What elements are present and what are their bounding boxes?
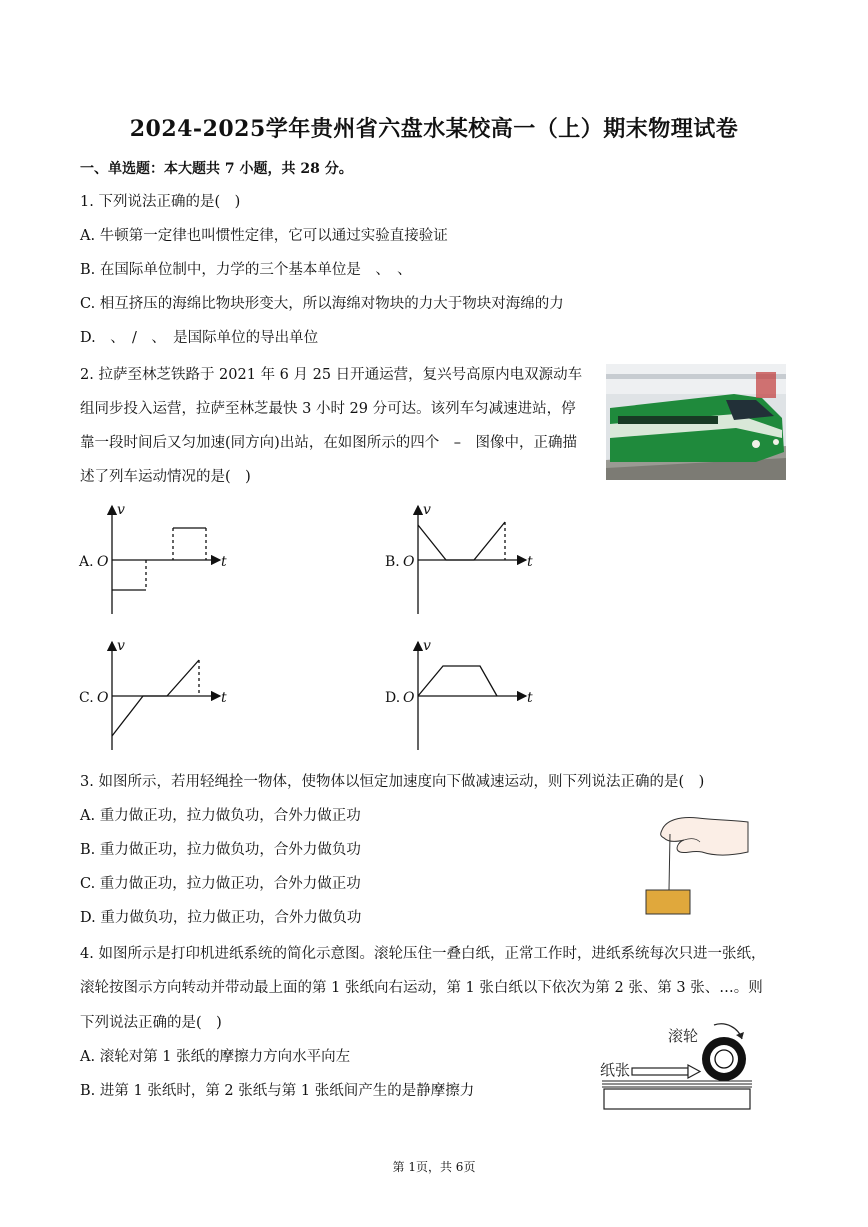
q1-option-c: C. 相互挤压的海绵比物块形变大，所以海绵对物块的力大于物块对海绵的力 [80,296,564,312]
train-photo [606,364,786,480]
graph-a-axes [112,506,220,614]
q3-option-d: D. 重力做负功，拉力做正功，合外力做负功 [80,910,362,926]
q2-line-2: 组同步投入运营，拉萨至林芝最快 3 小时 29 分可达。该列车匀减速进站，停 [80,401,576,417]
graph-a-t: t [221,554,227,570]
graph-d-curve [418,666,497,696]
graph-d-origin: O [403,690,415,706]
vt-graphs [75,500,555,760]
page-footer: 第 1页，共 6页 [392,1160,476,1174]
q2-line-3: 靠一段时间后又匀加速(同方向)出站，在如图所示的四个 – 图像中，正确描 [80,435,578,451]
q1-option-a: A. 牛顿第一定律也叫惯性定律，它可以通过实验直接验证 [80,228,448,244]
graph-d-t: t [527,690,533,706]
section-heading: 一、单选题：本大题共 7 小题，共 28 分。 [80,161,353,177]
q2-line-1: 2. 拉萨至林芝铁路于 2021 年 6 月 25 日开通运营，复兴号高原内电双源动车 [80,367,583,383]
hand-block-figure [640,812,750,920]
graph-c-curve [112,660,199,736]
graph-c-origin: O [97,690,109,706]
q4-option-a: A. 滚轮对第 1 张纸的摩擦力方向水平向左 [80,1049,351,1065]
graph-b-curve [418,522,505,560]
printer-figure [596,1015,756,1111]
graph-b-t: t [527,554,533,570]
q4-line-3: 下列说法正确的是( ) [80,1015,222,1031]
paper-label: 纸张 [600,1061,631,1079]
q4-option-b: B. 进第 1 张纸时，第 2 张纸与第 1 张纸间产生的是静摩擦力 [80,1083,475,1099]
graph-a-label: A. [79,554,94,570]
graph-a-origin: O [97,554,109,570]
q2-line-4: 述了列车运动情况的是( ) [80,469,251,485]
graph-d-label: D. [385,690,401,706]
graph-b-label: B. [385,554,400,570]
q1-option-d: D. 、 / 、 是国际单位的导出单位 [80,330,319,346]
graph-d-axes [418,642,526,750]
graph-b-v: v [423,502,431,518]
graph-c-t: t [221,690,227,706]
graph-c-v: v [117,638,125,654]
q1-stem: 1. 下列说法正确的是( ) [80,194,241,210]
graph-d-v: v [423,638,431,654]
q1-option-b: B. 在国际单位制中，力学的三个基本单位是 、 、 [80,262,412,278]
q3-option-a: A. 重力做正功，拉力做负功，合外力做正功 [80,808,361,824]
q4-line-2: 滚轮按图示方向转动并带动最上面的第 1 张纸向右运动，第 1 张白纸以下依次为第 2 张、第 3 张、…。则 [80,980,763,996]
q3-stem: 3. 如图所示，若用轻绳拴一物体，使物体以恒定加速度向下做减速运动，则下列说法正确的是( ) [80,774,705,790]
page-title: 2024-2025学年贵州省六盘水某校高一（上）期末物理试卷 [129,116,739,142]
graph-a-v: v [117,502,125,518]
q3-option-b: B. 重力做正功，拉力做负功，合外力做负功 [80,842,361,858]
q3-option-c: C. 重力做正功，拉力做正功，合外力做正功 [80,876,361,892]
graph-b-origin: O [403,554,415,570]
hanging-block [646,890,690,914]
graph-c-label: C. [79,690,94,706]
q4-line-1: 4. 如图所示是打印机进纸系统的简化示意图。滚轮压住一叠白纸，正常工作时，进纸系统每次只进一张纸， [80,946,766,962]
roller-label: 滚轮 [668,1027,699,1045]
